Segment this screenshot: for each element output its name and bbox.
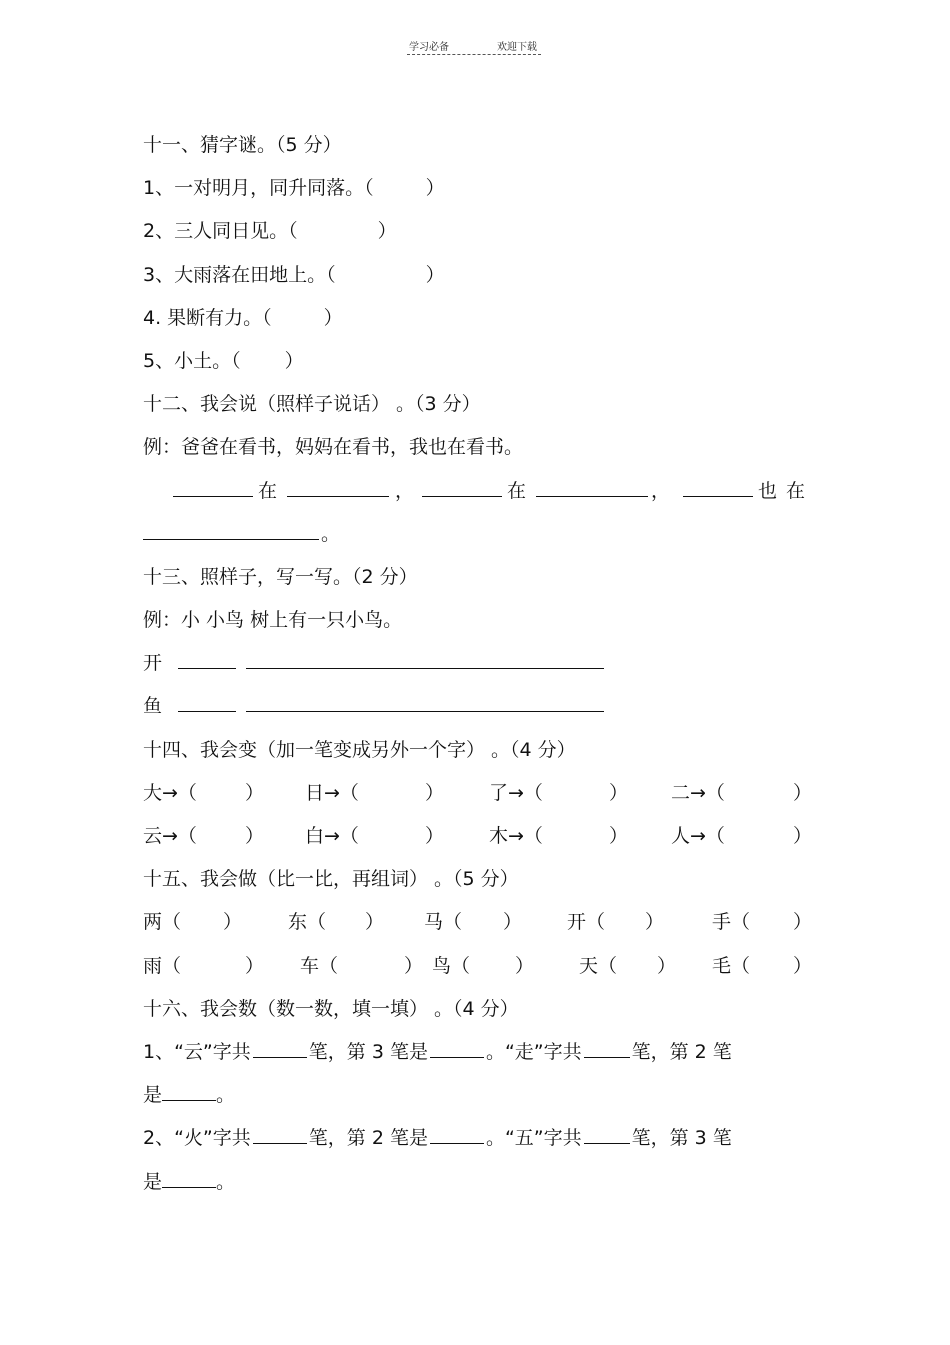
question-text: 。“五”字共 [485, 1127, 582, 1150]
section-11-title: 十一、猜字谜。（5 分） [143, 134, 342, 156]
paren-close: ） [245, 825, 265, 847]
section-16-q2 [143, 1117, 811, 1160]
fill-blank[interactable] [683, 470, 753, 497]
fill-blank[interactable] [253, 1117, 307, 1144]
char-item: 雨（ [143, 954, 182, 977]
riddle-1-close: ） [425, 177, 445, 200]
riddle-item-5 [143, 340, 811, 383]
char-item: 开（ [567, 911, 606, 934]
section-15-title: 十五、我会做（比一比，再组词） 。（5 分） [143, 868, 519, 891]
fill-blank[interactable] [584, 1031, 630, 1058]
riddle-2-text: 2、三人同日见。（ [143, 220, 298, 243]
period: 。 [216, 1084, 236, 1107]
char-item: 日→（ [305, 781, 359, 804]
section-16-q2-cont [143, 1161, 811, 1204]
char-item: 毛（ [712, 954, 751, 977]
char-item: 东（ [288, 911, 327, 934]
word-zai: 在 [258, 479, 278, 502]
comma: ， [395, 479, 415, 502]
header-divider [407, 54, 541, 55]
char-item: 木→（ [489, 825, 543, 847]
question-text: 笔，第 2 笔 [631, 1040, 732, 1063]
section-16-q1-cont [143, 1074, 811, 1117]
fill-blank[interactable] [162, 1074, 216, 1101]
riddle-item-1 [143, 167, 811, 210]
char-item: 人→（ [671, 825, 725, 847]
section-14-title: 十四、我会变（加一笔变成另外一个字） 。（4 分） [143, 738, 576, 761]
question-text: 。“走”字共 [485, 1040, 582, 1063]
paren-close: ） [503, 911, 523, 934]
paren-close: ） [793, 825, 813, 847]
char-item: 白→（ [305, 825, 359, 847]
fill-blank[interactable] [246, 685, 604, 712]
question-text: 2、“火”字共 [143, 1127, 251, 1150]
fill-blank[interactable] [536, 470, 648, 497]
period: 。 [216, 1170, 236, 1193]
comma: ， [651, 479, 671, 502]
worksheet-content [143, 124, 811, 1204]
section-14-row-1 [143, 772, 811, 815]
char-item: 天（ [579, 954, 618, 977]
fill-blank[interactable] [430, 1117, 484, 1144]
paren-close: ） [223, 911, 243, 934]
fill-blank[interactable] [178, 642, 236, 669]
riddle-5-text: 5、小土。（ [143, 349, 241, 372]
section-15-row-2 [143, 945, 811, 988]
word-zai-2: 在 [786, 479, 806, 502]
section-13-example: 例：小 小鸟 树上有一只小鸟。 [143, 609, 403, 632]
fill-blank[interactable] [173, 470, 253, 497]
riddle-item-4 [143, 297, 811, 340]
period: 。 [321, 522, 341, 545]
riddle-4-close: ） [323, 306, 343, 329]
paren-close: ） [365, 911, 385, 934]
fill-blank[interactable] [584, 1117, 630, 1144]
char-item: 鸟（ [432, 954, 471, 977]
page-header [407, 38, 543, 58]
paren-close: ） [793, 911, 813, 934]
fill-blank[interactable] [178, 685, 236, 712]
paren-close: ） [425, 781, 445, 804]
section-12-fill-row-2 [143, 513, 811, 556]
question-text: 笔，第 2 笔是 [308, 1127, 428, 1150]
char-item: 大→（ [143, 781, 197, 804]
riddle-3-close: ） [425, 263, 445, 286]
section-13-row-kai [143, 642, 811, 685]
row-char: 鱼 [143, 695, 163, 718]
section-14-row-2 [143, 815, 811, 858]
fill-blank[interactable] [143, 513, 319, 540]
paren-close: ） [609, 781, 629, 804]
section-13-title: 十三、照样子，写一写。（2 分） [143, 565, 418, 588]
paren-close: ） [245, 954, 265, 977]
paren-close: ） [793, 954, 813, 977]
question-text: 是 [143, 1084, 163, 1107]
riddle-5-close: ） [284, 349, 304, 372]
paren-close: ） [657, 954, 677, 977]
section-16-q1 [143, 1031, 811, 1074]
char-item: 车（ [300, 954, 339, 977]
section-13-row-yu [143, 685, 811, 728]
paren-close: ） [404, 954, 424, 977]
section-12-title: 十二、我会说（照样子说话） 。（3 分） [143, 393, 481, 416]
riddle-item-2 [143, 210, 811, 253]
fill-blank[interactable] [287, 470, 389, 497]
riddle-1-text: 1、一对明月，同升同落。（ [143, 177, 374, 200]
fill-blank[interactable] [162, 1161, 216, 1188]
row-char: 开 [143, 652, 163, 675]
paren-close: ） [245, 781, 265, 804]
riddle-item-3 [143, 254, 811, 297]
section-15-row-1 [143, 901, 811, 944]
word-zai: 在 [507, 479, 527, 502]
fill-blank[interactable] [253, 1031, 307, 1058]
header-left-text: 学习必备 [409, 42, 449, 53]
paren-close: ） [609, 825, 629, 847]
char-item: 了→（ [489, 781, 543, 804]
riddle-4-text: 4. 果断有力。（ [143, 306, 272, 329]
char-item: 二→（ [671, 781, 725, 804]
char-item: 手（ [712, 911, 751, 934]
question-text: 笔，第 3 笔 [631, 1127, 732, 1150]
fill-blank[interactable] [422, 470, 502, 497]
section-12-fill-row [143, 470, 811, 513]
char-item: 两（ [143, 911, 182, 934]
paren-close: ） [793, 781, 813, 804]
section-12-example: 例：爸爸在看书，妈妈在看书，我也在看书。 [143, 436, 524, 459]
paren-close: ） [515, 954, 535, 977]
section-16-title: 十六、我会数（数一数，填一填） 。（4 分） [143, 997, 519, 1020]
question-text: 笔，第 3 笔是 [308, 1040, 428, 1063]
question-text: 1、“云”字共 [143, 1040, 251, 1063]
question-text: 是 [143, 1170, 163, 1193]
char-item: 云→（ [143, 825, 197, 847]
riddle-3-text: 3、大雨落在田地上。（ [143, 263, 336, 286]
char-item: 马（ [424, 911, 463, 934]
paren-close: ） [425, 825, 445, 847]
word-ye: 也 [758, 479, 778, 502]
fill-blank[interactable] [430, 1031, 484, 1058]
paren-close: ） [645, 911, 665, 934]
fill-blank[interactable] [246, 642, 604, 669]
riddle-2-close: ） [377, 220, 397, 243]
header-right-text: 欢迎下载 [497, 42, 537, 53]
